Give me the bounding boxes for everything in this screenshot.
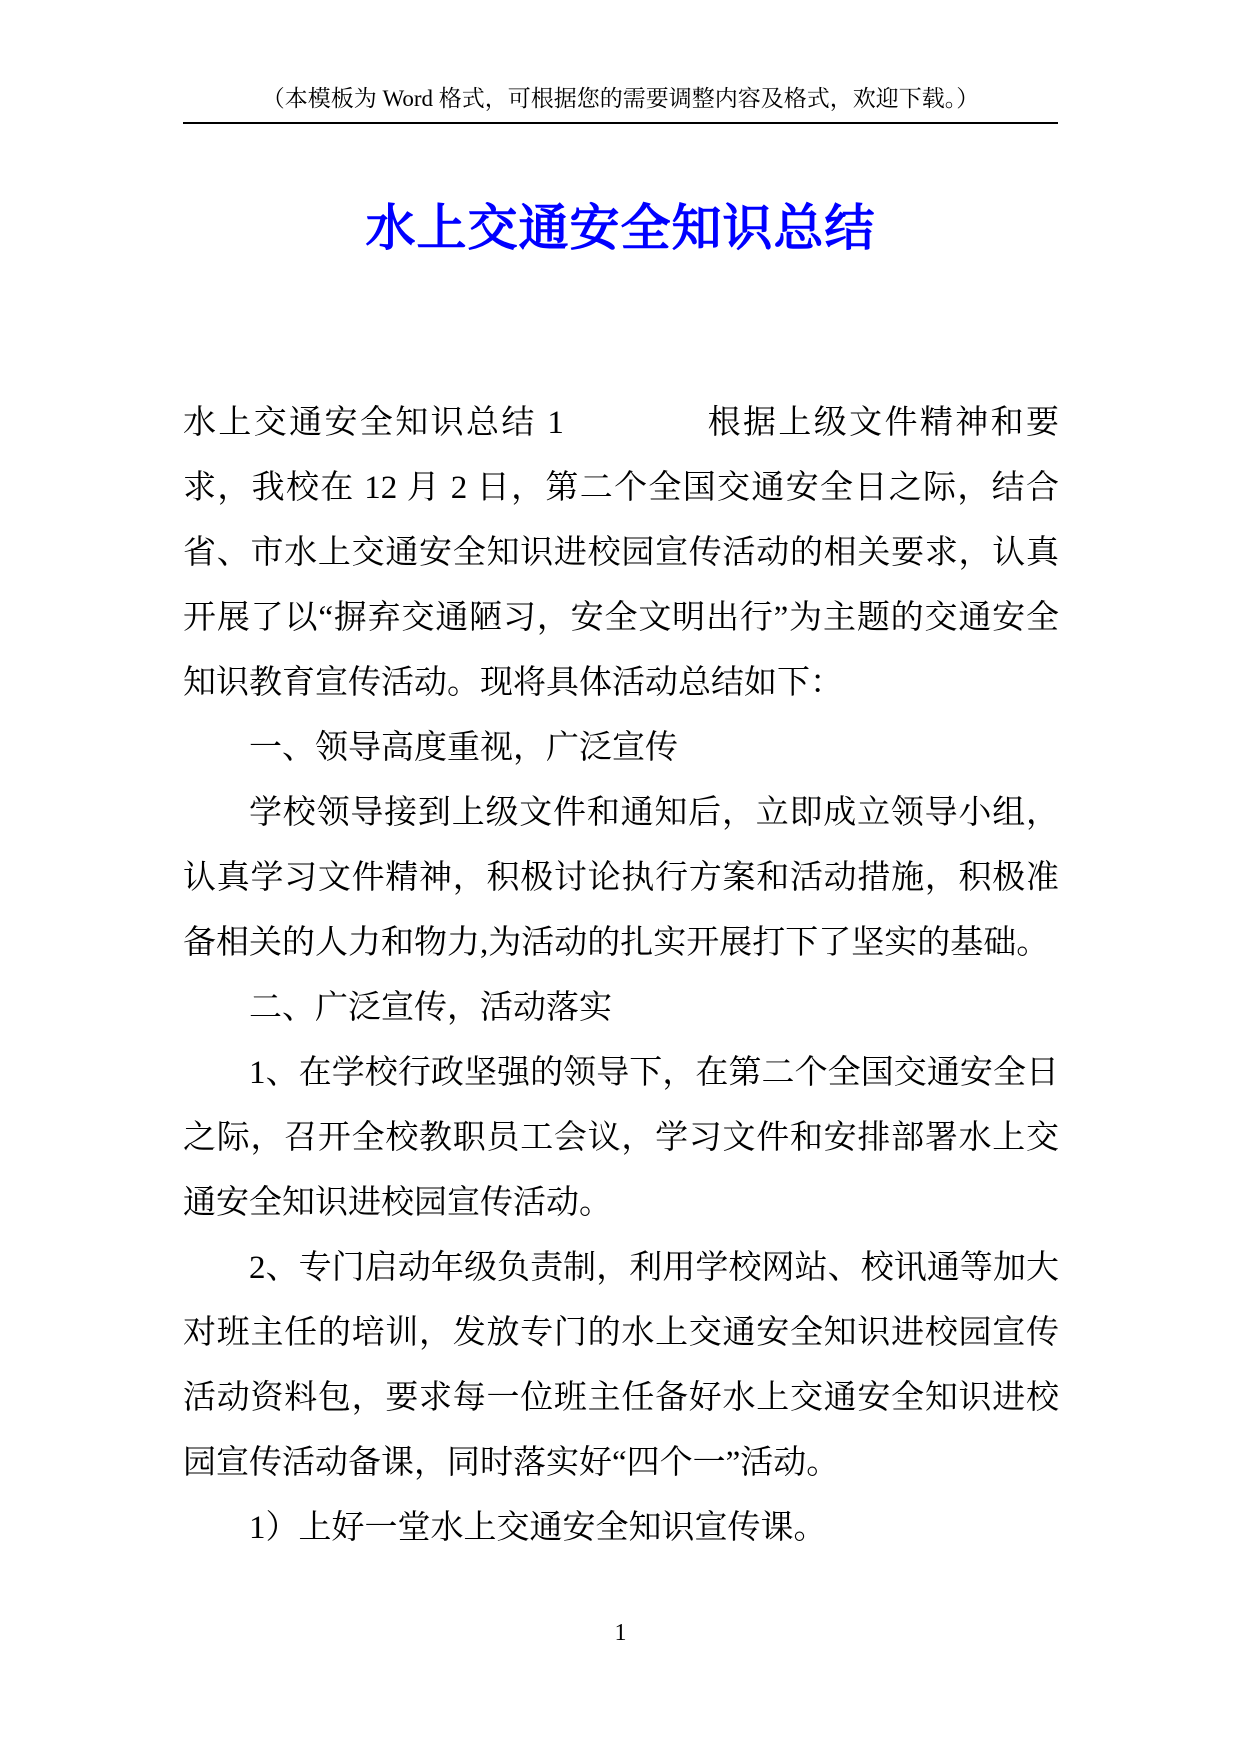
- body-paragraph: 1）上好一堂水上交通安全知识宣传课。: [249, 1510, 827, 1546]
- header-note: （本模板为 Word 格式，可根据您的需要调整内容及格式，欢迎下载。）: [261, 86, 980, 111]
- body-paragraph: 1、在学校行政坚强的领导下，在第二个全国交通安全日之际，召开全校教职员工会议，学习文件和安排部署水上交通安全知识进校园宣传活动。: [183, 1055, 1059, 1221]
- section-heading-2: 二、广泛宣传，活动落实: [249, 990, 612, 1026]
- page-number: 1: [614, 1620, 627, 1646]
- body-paragraph: 学校领导接到上级文件和通知后，立即成立领导小组，认真学习文件精神，积极讨论执行方案和活动措施，积极准备相关的人力和物力,为活动的扎实开展打下了坚实的基础。: [183, 795, 1059, 961]
- section-heading-1: 一、领导高度重视，广泛宣传: [249, 730, 678, 766]
- document-title: 水上交通安全知识总结: [365, 200, 876, 256]
- body-paragraph: 水上交通安全知识总结 1 根据上级文件精神和要求，我校在 12 月 2 日，第二个全国交通安全日之际，结合省、市水上交通安全知识进校园宣传活动的相关要求，认真开展了以“摒弃交通陋习，安全文明出行”为主题的交通安全知识教育宣传活动。现将具体活动总结如下：: [183, 405, 1059, 701]
- body-paragraph: 2、专门启动年级负责制，利用学校网站、校讯通等加大对班主任的培训，发放专门的水上交通安全知识进校园宣传活动资料包，要求每一位班主任备好水上交通安全知识进校园宣传活动备课，同时落实好“四个一”活动。: [183, 1250, 1059, 1481]
- document-body: [183, 391, 1059, 1561]
- document-header: [183, 84, 1058, 124]
